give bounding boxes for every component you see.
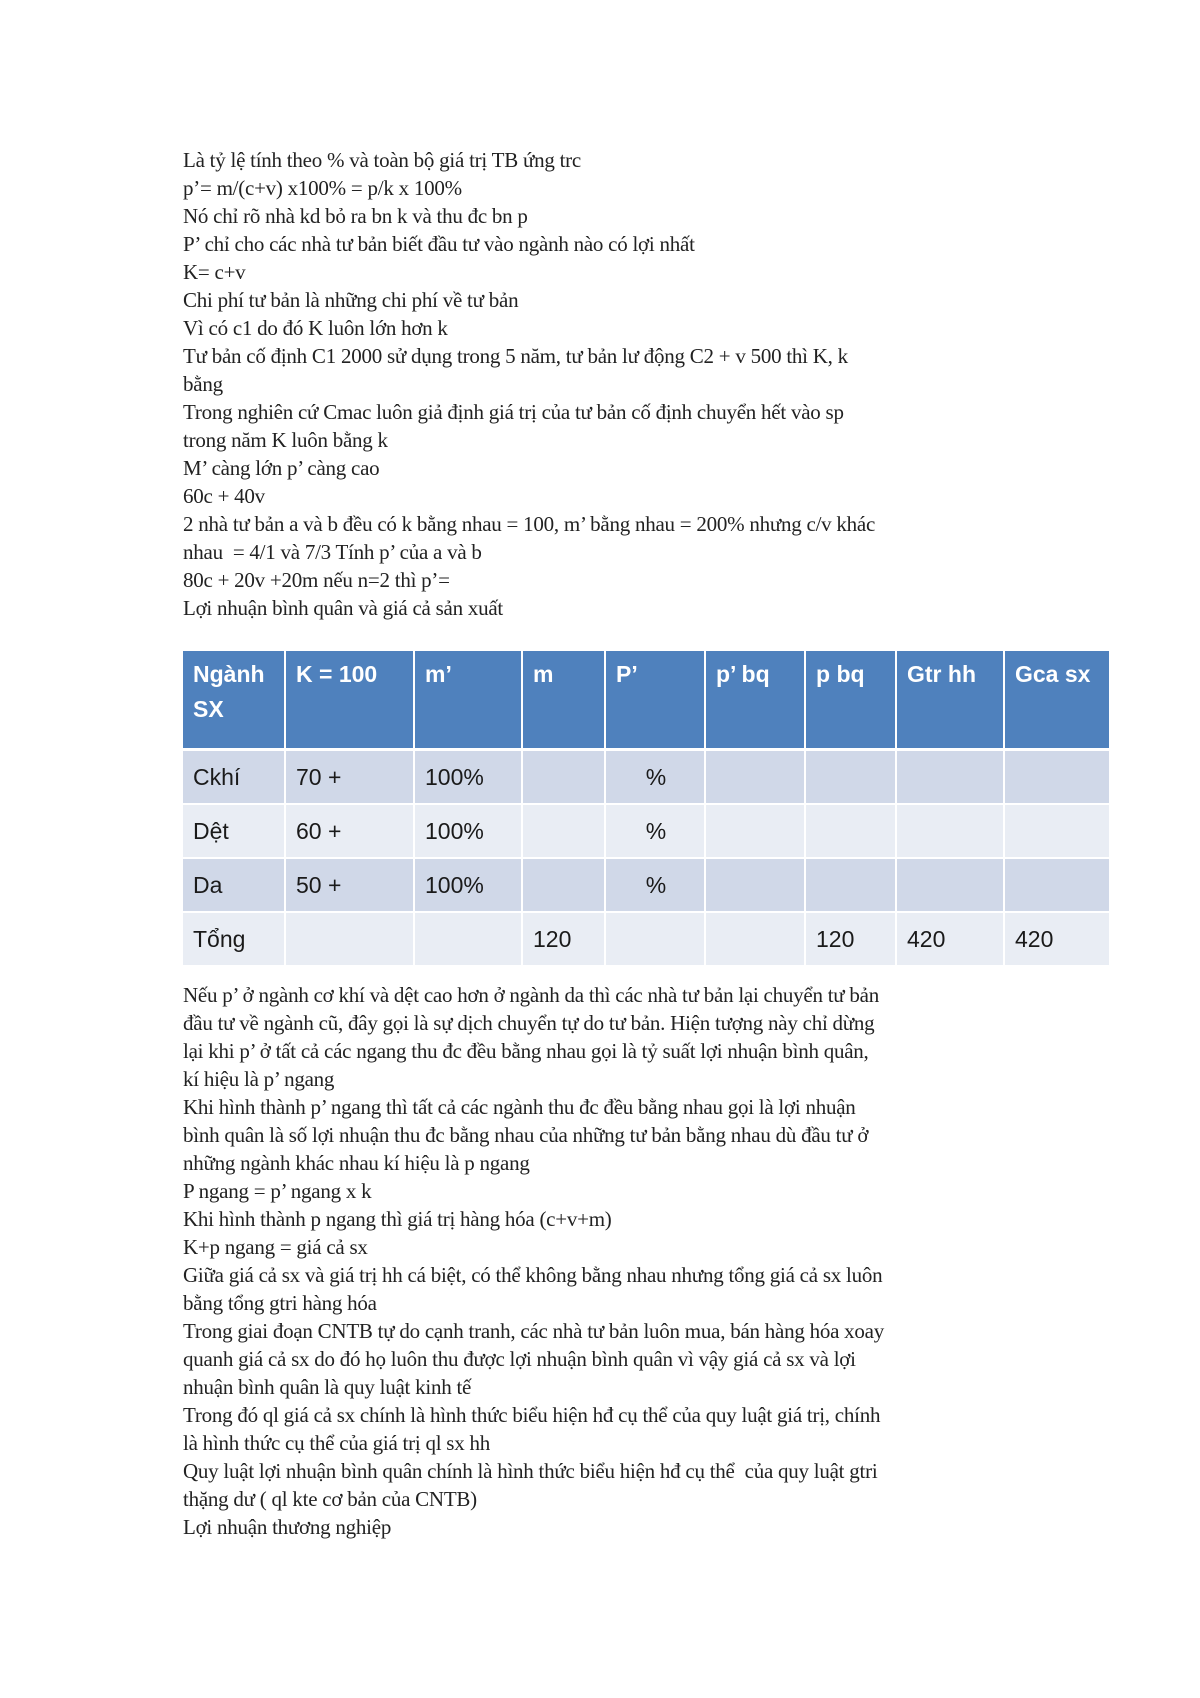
table-cell: 100% <box>414 858 522 912</box>
text-line: Trong nghiên cứ Cmac luôn giả định giá trị của tư bản cố định chuyển hết vào sp <box>183 400 844 424</box>
table-row <box>183 858 1110 912</box>
text-line: bằng tổng gtri hàng hóa <box>183 1291 377 1315</box>
text-line: kí hiệu là p’ ngang <box>183 1067 335 1091</box>
table-cell <box>805 858 896 912</box>
table-cell <box>896 858 1004 912</box>
text-line: nhuận bình quân là quy luật kinh tế <box>183 1375 472 1399</box>
column-header: Gca sx <box>1004 651 1110 750</box>
table-cell: Tổng <box>183 912 285 966</box>
text-line: Vì có c1 do đó K luôn lớn hơn k <box>183 316 448 340</box>
table-cell <box>1004 750 1110 805</box>
table-cell <box>522 750 605 805</box>
text-line: bằng <box>183 372 223 396</box>
text-line: Trong giai đoạn CNTB tự do cạnh tranh, các nhà tư bản luôn mua, bán hàng hóa xoay <box>183 1319 884 1343</box>
table-cell: Da <box>183 858 285 912</box>
text-line: Lợi nhuận thương nghiệp <box>183 1515 392 1539</box>
table-cell: Ckhí <box>183 750 285 805</box>
table-cell: 420 <box>896 912 1004 966</box>
table-cell: % <box>605 804 705 858</box>
text-line: K= c+v <box>183 260 246 284</box>
text-line: Giữa giá cả sx và giá trị hh cá biệt, có thể không bằng nhau nhưng tổng giá cả sx luôn <box>183 1263 883 1287</box>
text-line: Lợi nhuận bình quân và giá cả sản xuất <box>183 596 504 620</box>
table-row <box>183 750 1110 805</box>
table-cell <box>705 912 805 966</box>
table-cell: 60 + <box>285 804 414 858</box>
table-cell <box>522 804 605 858</box>
table-cell <box>522 858 605 912</box>
text-line: lại khi p’ ở tất cả các ngang thu đc đều bằng nhau gọi là tỷ suất lợi nhuận bình quân, <box>183 1039 869 1063</box>
table-row <box>183 912 1110 966</box>
table-cell <box>705 750 805 805</box>
table-cell: 120 <box>805 912 896 966</box>
text-line: nhau = 4/1 và 7/3 Tính p’ của a và b <box>183 540 482 564</box>
table-cell: 70 + <box>285 750 414 805</box>
table-cell: 100% <box>414 750 522 805</box>
text-line: Nếu p’ ở ngành cơ khí và dệt cao hơn ở ngành da thì các nhà tư bản lại chuyển tư bản <box>183 983 879 1007</box>
text-line: Là tỷ lệ tính theo % và toàn bộ giá trị TB ứng trc <box>183 148 581 172</box>
text-line: Khi hình thành p’ ngang thì tất cả các ngành thu đc đều bằng nhau gọi là lợi nhuận <box>183 1095 856 1119</box>
column-header: Gtr hh <box>896 651 1004 750</box>
text-line: đầu tư về ngành cũ, đây gọi là sự dịch chuyển tự do tư bản. Hiện tượng này chỉ dừng <box>183 1011 875 1035</box>
text-line: thặng dư ( ql kte cơ bản của CNTB) <box>183 1487 477 1511</box>
text-line: Quy luật lợi nhuận bình quân chính là hình thức biểu hiện hđ cụ thể của quy luật gtri <box>183 1459 878 1483</box>
text-line: M’ càng lớn p’ càng cao <box>183 456 380 480</box>
table-header-row <box>183 651 1110 750</box>
text-line: p’= m/(c+v) x100% = p/k x 100% <box>183 176 462 200</box>
table-cell <box>705 858 805 912</box>
text-line: Nó chỉ rõ nhà kd bỏ ra bn k và thu đc bn p <box>183 204 528 228</box>
industry-profit-table <box>183 651 1111 967</box>
column-header: Ngành SX <box>183 651 285 750</box>
table-cell: % <box>605 858 705 912</box>
table-cell: % <box>605 750 705 805</box>
text-line: K+p ngang = giá cả sx <box>183 1235 368 1259</box>
table-cell: 50 + <box>285 858 414 912</box>
table-cell <box>805 750 896 805</box>
table-cell <box>896 804 1004 858</box>
text-line: bình quân là số lợi nhuận thu đc bằng nhau của những tư bản bằng nhau dù đầu tư ở <box>183 1123 869 1147</box>
text-line: 2 nhà tư bản a và b đều có k bằng nhau = 100, m’ bằng nhau = 200% nhưng c/v khác <box>183 512 876 536</box>
table-cell <box>805 804 896 858</box>
column-header: p’ bq <box>705 651 805 750</box>
table-cell <box>285 912 414 966</box>
table-body <box>183 750 1110 967</box>
table-cell: Dệt <box>183 804 285 858</box>
table-cell <box>705 804 805 858</box>
table-cell: 100% <box>414 804 522 858</box>
body-text-block <box>183 981 1043 1541</box>
table-cell <box>896 750 1004 805</box>
table-row <box>183 804 1110 858</box>
text-line: quanh giá cả sx do đó họ luôn thu được lợi nhuận bình quân vì vậy giá cả sx và lợi <box>183 1347 856 1371</box>
text-line: những ngành khác nhau kí hiệu là p ngang <box>183 1151 530 1175</box>
column-header: m’ <box>414 651 522 750</box>
column-header: p bq <box>805 651 896 750</box>
text-line: 80c + 20v +20m nếu n=2 thì p’= <box>183 568 450 592</box>
text-line: là hình thức cụ thể của giá trị ql sx hh <box>183 1431 490 1455</box>
table-cell <box>1004 858 1110 912</box>
text-line: Khi hình thành p ngang thì giá trị hàng hóa (c+v+m) <box>183 1207 612 1231</box>
text-line: Trong đó ql giá cả sx chính là hình thức biểu hiện hđ cụ thể của quy luật giá trị, chính <box>183 1403 881 1427</box>
text-line: Tư bản cố định C1 2000 sử dụng trong 5 năm, tư bản lư động C2 + v 500 thì K, k <box>183 344 848 368</box>
table-cell <box>605 912 705 966</box>
table-cell: 120 <box>522 912 605 966</box>
column-header: m <box>522 651 605 750</box>
table-cell <box>1004 804 1110 858</box>
table-cell <box>414 912 522 966</box>
text-line: P ngang = p’ ngang x k <box>183 1179 372 1203</box>
column-header: P’ <box>605 651 705 750</box>
text-line: 60c + 40v <box>183 484 265 508</box>
table-cell: 420 <box>1004 912 1110 966</box>
text-line: trong năm K luôn bằng k <box>183 428 388 452</box>
column-header: K = 100 <box>285 651 414 750</box>
text-line: P’ chỉ cho các nhà tư bản biết đầu tư vào ngành nào có lợi nhất <box>183 232 695 256</box>
intro-text-block <box>183 146 1043 622</box>
text-line: Chi phí tư bản là những chi phí về tư bản <box>183 288 519 312</box>
